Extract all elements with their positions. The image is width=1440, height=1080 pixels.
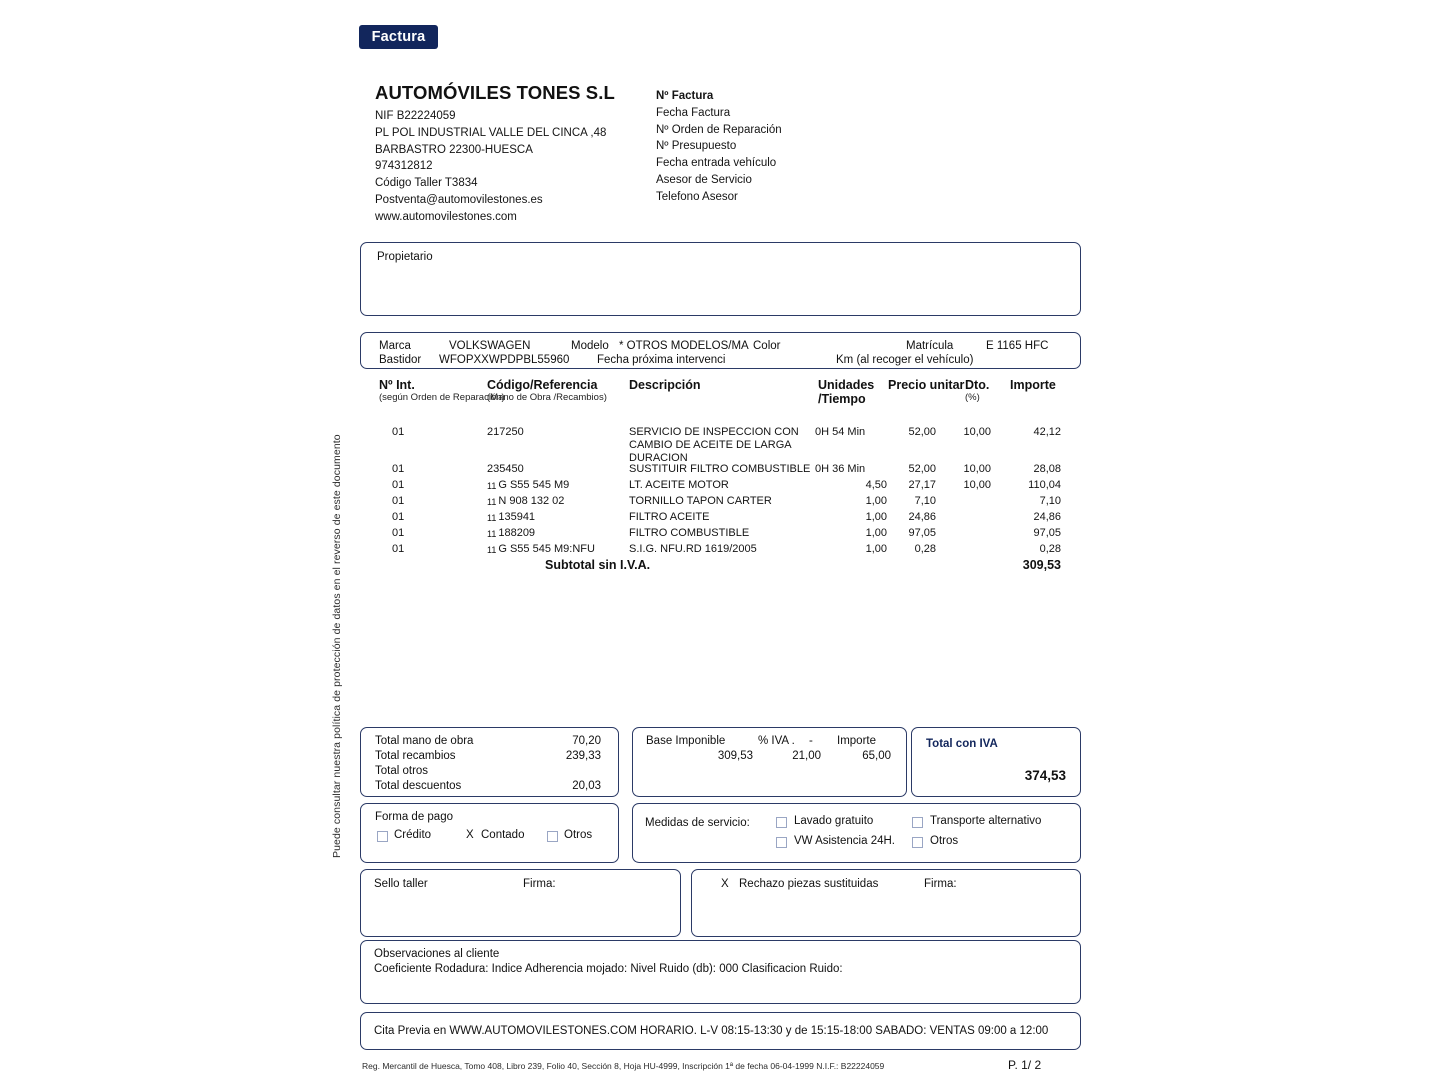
cell-codigo-main: N 908 132 02: [498, 495, 565, 507]
checkbox-label-vw-asistencia: VW Asistencia 24H.: [794, 835, 895, 847]
cell-int: 01: [392, 479, 405, 491]
meta-label-orden-reparacion: Nº Orden de Reparación: [656, 123, 782, 136]
cell-importe: 97,05: [1033, 527, 1061, 539]
cell-int: 01: [392, 463, 405, 475]
iva-breakdown-box: [632, 727, 907, 797]
reject-signature-label: Firma:: [924, 878, 957, 890]
workshop-stamp-box: [360, 869, 681, 937]
checkbox-otros-servicio[interactable]: [912, 837, 923, 848]
cell-unidades: 0H 54 Min: [815, 426, 866, 438]
vehicle-color-label: Color: [753, 340, 781, 352]
cell-precio: 7,10: [914, 495, 936, 507]
cell-descripcion: S.I.G. NFU.RD 1619/2005: [629, 543, 757, 555]
cell-codigo-prefix: 11: [487, 481, 497, 491]
cell-descripcion: TORNILLO TAPON CARTER: [629, 495, 772, 507]
cell-descripcion: SUSTITUIR FILTRO COMBUSTIBLE: [629, 463, 811, 475]
reject-label: Rechazo piezas sustituidas: [739, 878, 879, 890]
vehicle-fecha-proxima-label: Fecha próxima intervenci: [597, 354, 726, 366]
cell-codigo-main: G S55 545 M9: [498, 479, 570, 491]
company-line-workshop-code: Código Taller T3834: [375, 177, 478, 190]
cell-codigo: [487, 495, 564, 507]
reject-mark: X: [721, 878, 729, 890]
cell-int: 01: [392, 426, 405, 438]
observations-line: Coeficiente Rodadura: Indice Adherencia mojado: Nivel Ruido (db): 000 Clasificacion Ruido:: [374, 963, 843, 975]
cell-unidades: 1,00: [865, 543, 887, 555]
cell-codigo: [487, 511, 535, 523]
meta-label-asesor-servicio: Asesor de Servicio: [656, 173, 752, 186]
vehicle-matricula-value: E 1165 HFC: [986, 340, 1049, 352]
total-parts-label: Total recambios: [375, 750, 456, 762]
cell-codigo-main: 135941: [498, 511, 536, 523]
total-discounts-label: Total descuentos: [375, 780, 462, 792]
cell-importe: 7,10: [1039, 495, 1061, 507]
company-line-address: PL POL INDUSTRIAL VALLE DEL CINCA ,48: [375, 126, 607, 139]
cell-importe: 28,08: [1033, 463, 1061, 475]
checkbox-label-otros: Otros: [564, 829, 593, 841]
company-name: AUTOMÓVILES TONES S.L: [375, 82, 615, 103]
cell-int: 01: [392, 495, 405, 507]
vehicle-marca-value: VOLKSWAGEN: [449, 340, 531, 352]
iva-importe-value: 65,00: [862, 750, 891, 762]
appointment-info-text: Cita Previa en WWW.AUTOMOVILESTONES.COM HORARIO. L-V 08:15-13:30 y de 15:15-18:00 SABADO: VENTAS 09:00 a 12:00: [374, 1025, 1049, 1037]
checkbox-transporte-alternativo[interactable]: [912, 817, 923, 828]
cell-unidades: 1,00: [865, 527, 887, 539]
cell-descripcion: SERVICIO DE INSPECCION CON CAMBIO DE ACEITE DE LARGA DURACION: [629, 426, 799, 464]
observations-title: Observaciones al cliente: [374, 948, 500, 960]
cell-codigo-prefix: 11: [487, 529, 497, 539]
col-header-descuento: Dto. (%): [965, 378, 990, 403]
invoice-meta-block: [656, 88, 916, 206]
cell-descripcion: FILTRO ACEITE: [629, 511, 710, 523]
cell-codigo-prefix: 11: [487, 497, 497, 507]
checkbox-label-credito: Crédito: [394, 829, 432, 841]
cell-importe: 0,28: [1039, 543, 1061, 555]
col-header-unidades-tiempo: Unidades /Tiempo: [818, 378, 875, 406]
cell-codigo-main: 188209: [498, 527, 536, 539]
cell-precio: 24,86: [908, 511, 936, 523]
subtotal-label: Subtotal sin I.V.A.: [545, 558, 651, 572]
checkbox-otros[interactable]: [547, 831, 558, 842]
cell-descripcion: FILTRO COMBUSTIBLE: [629, 527, 750, 539]
cell-int: 01: [392, 511, 405, 523]
total-with-iva-value: 374,53: [1024, 768, 1066, 783]
vehicle-km-label: Km (al recoger el vehículo): [836, 354, 974, 366]
payment-method-box: [360, 803, 619, 863]
cell-codigo: [487, 527, 535, 539]
cell-unidades: 0H 36 Min: [815, 463, 866, 475]
cell-codigo: [487, 543, 595, 555]
iva-percent-value: 21,00: [792, 750, 821, 762]
meta-label-numero-factura: Nº Factura: [656, 90, 714, 102]
cell-codigo-prefix: 11: [487, 545, 497, 555]
vehicle-info-box: [360, 332, 1081, 369]
meta-label-fecha-entrada: Fecha entrada vehículo: [656, 157, 777, 170]
vehicle-marca-label: Marca: [379, 340, 411, 352]
total-labor-label: Total mano de obra: [375, 735, 474, 747]
checkbox-label-lavado-gratuito: Lavado gratuito: [794, 815, 874, 827]
cell-precio: 52,00: [908, 463, 936, 475]
cell-int: 01: [392, 527, 405, 539]
meta-label-fecha-factura: Fecha Factura: [656, 106, 731, 119]
owner-box: [360, 242, 1081, 316]
subtotal-value: 309,53: [1022, 558, 1061, 572]
payment-method-title: Forma de pago: [375, 811, 453, 823]
document-type-badge: Factura: [359, 25, 438, 49]
total-labor-value: 70,20: [572, 735, 601, 747]
vehicle-matricula-label: Matrícula: [906, 340, 954, 352]
checkbox-label-otros-servicio: Otros: [930, 835, 959, 847]
checkbox-lavado-gratuito[interactable]: [776, 817, 787, 828]
total-other-label: Total otros: [375, 765, 429, 777]
meta-label-telefono-asesor: Telefono Asesor: [656, 190, 738, 203]
cell-importe: 110,04: [1028, 479, 1061, 491]
checkbox-label-contado[interactable]: Contado: [481, 829, 525, 841]
footer-legal-text: Reg. Mercantil de Huesca, Tomo 408, Libro 239, Folio 40, Sección 8, Hoja HU-4999, Inscripción 1ª de fecha 06-04-1999 N.I.F.: B22224059: [362, 1061, 885, 1071]
iva-percent-label: % IVA .: [758, 735, 795, 747]
company-line-city: BARBASTRO 22300-HUESCA: [375, 143, 533, 156]
iva-base-label: Base Imponible: [646, 735, 726, 747]
vehicle-bastidor-label: Bastidor: [379, 354, 422, 366]
cell-descripcion: LT. ACEITE MOTOR: [629, 479, 729, 491]
company-line-nif: NIF B22224059: [375, 110, 456, 122]
cell-dto: 10,00: [963, 463, 991, 475]
parts-rejection-box: [691, 869, 1081, 937]
vehicle-modelo-label: Modelo: [571, 340, 609, 352]
cell-codigo-prefix: 11: [487, 513, 497, 523]
iva-dash: -: [809, 735, 813, 747]
footer-page-number: P. 1/ 2: [1008, 1058, 1042, 1072]
iva-base-value: 309,53: [717, 750, 753, 762]
privacy-policy-vertical-note: Puede consultar nuestra política de protección de datos en el reverso de este documento: [331, 434, 343, 858]
checkbox-vw-asistencia[interactable]: [776, 837, 787, 848]
total-parts-value: 239,33: [565, 750, 601, 762]
cell-importe: 42,12: [1033, 426, 1061, 438]
checkbox-credito[interactable]: [377, 831, 388, 842]
totals-summary-box: [360, 727, 619, 797]
iva-importe-label: Importe: [837, 735, 876, 747]
total-discounts-value: 20,03: [572, 780, 601, 792]
stamp-label: Sello taller: [374, 878, 428, 890]
owner-label: Propietario: [377, 251, 433, 263]
service-measures-title: Medidas de servicio:: [645, 817, 750, 829]
cell-importe: 24,86: [1033, 511, 1061, 523]
customer-observations-box: [360, 940, 1081, 1004]
cell-precio: 27,17: [908, 479, 936, 491]
cell-dto: 10,00: [963, 426, 991, 438]
col-header-codigo-referencia: Código/Referencia (Mano de Obra /Recambios): [487, 378, 607, 403]
cell-dto: 10,00: [963, 479, 991, 491]
col-header-precio-unitario: Precio unitar: [888, 378, 965, 392]
company-line-email: Postventa@automovilestones.es: [375, 193, 543, 206]
cell-codigo: 217250: [487, 426, 524, 438]
cell-codigo: 235450: [487, 463, 524, 475]
checkbox-mark-contado: X: [466, 829, 474, 841]
cell-precio: 52,00: [908, 426, 936, 438]
cell-unidades: 1,00: [865, 495, 887, 507]
vehicle-bastidor-value: WFOPXXWPDPBL55960: [439, 354, 570, 366]
company-line-phone: 974312812: [375, 160, 433, 173]
col-header-numero-interno: Nº Int. (según Orden de Reparación): [379, 378, 505, 403]
total-with-iva-label: Total con IVA: [926, 738, 998, 750]
cell-precio: 97,05: [908, 527, 936, 539]
col-header-importe: Importe: [1010, 378, 1056, 392]
cell-precio: 0,28: [914, 543, 936, 555]
checkbox-label-transporte-alternativo: Transporte alternativo: [930, 815, 1042, 827]
meta-label-presupuesto: Nº Presupuesto: [656, 140, 737, 153]
col-header-descripcion: Descripción: [629, 378, 701, 392]
cell-unidades: 1,00: [865, 511, 887, 523]
company-block: [375, 82, 675, 226]
stamp-signature-label: Firma:: [523, 878, 556, 890]
company-line-website: www.automovilestones.com: [375, 210, 517, 223]
cell-codigo-main: G S55 545 M9:NFU: [498, 543, 595, 555]
appointment-info-box: [360, 1012, 1081, 1050]
cell-codigo: [487, 479, 569, 491]
cell-unidades: 4,50: [865, 479, 887, 491]
total-with-iva-box: [911, 727, 1081, 797]
cell-int: 01: [392, 543, 405, 555]
service-measures-box: [632, 803, 1081, 863]
vehicle-modelo-value: * OTROS MODELOS/MA: [619, 340, 749, 352]
